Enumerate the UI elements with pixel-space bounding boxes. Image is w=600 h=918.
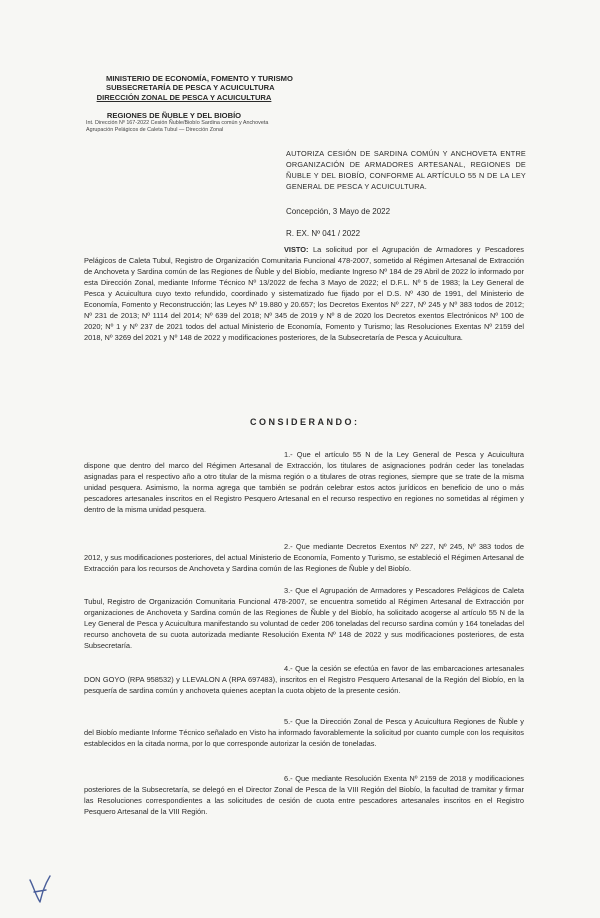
considerando-paragraph-6: 6.- Que mediante Resolución Exenta Nº 2159 de 2018 y modificaciones posteriores de la Subsecretaría, se delegó en el Director Zonal de Pesca de la VIII Región del Biobío, la facultad de tramitar y firmar las Resoluciones correspondientes a las solicitudes de cesión de cuota entre pescadores artesanales inscritos en el Registro Pesquero Artesanal de la VIII Región. — [84, 774, 524, 816]
visto-text: La solicitud por el Agrupación de Armadores y Pescadores Pelágicos de Caleta Tubul, Registro de Organización Comunitaria Funcional 478-2007, sometido al Régimen Artesanal de Extracción de Anchoveta y Sardina común de las Regiones de Ñuble y del Biobío, mediante Ingreso Nº 184 de 29 Abril de 2022 lo informado por esta Dirección Zonal, mediante Informe Técnico Nº 13/2022 de fecha 3 Mayo de 2022; el D.F.L. Nº 5 de 1983; la Ley General de Pesca y Acuicultura cuyo texto refundido, coordinado y sistematizado fue fijado por el D.S. Nº 430 de 1991, del Ministerio de Economía, Fomento y Reconstrucción; las Leyes Nº 19.880 y 20.657; los Decretos Exentos Nº 227, Nº 245 y Nº 383 todos de 2012; Nº 231 de 2013; Nº 1114 del 2014; Nº 639 del 2018; Nº 345 de 2019 y Nº 8 de 2020 los Decretos exentos Electrónicos Nº 100 de 2020; Nº 1 y Nº 237 de 2021 todos del actual Ministerio de Economía, Fomento y Turismo; las Resoluciones Exentas Nº 2159 del 2018, Nº 3269 del 2021 y Nº 148 de 2022 y modificaciones posteriores, de la Subsecretaría de Pesca y Acuicultura. — [84, 245, 524, 342]
considerando-paragraph-5: 5.- Que la Dirección Zonal de Pesca y Acuicultura Regiones de Ñuble y del Biobío mediante Informe Técnico señalado en Visto ha informado favorablemente la solicitud por cuanto cumple con los requisitos establecidos en la citada norma, por lo que corresponde autorizar la cesión de toneladas. — [84, 717, 524, 748]
ministry-name: MINISTERIO DE ECONOMÍA, FOMENTO Y TURISMO — [106, 74, 293, 83]
considerando-paragraph-1: 1.- Que el artículo 55 N de la Ley General de Pesca y Acuicultura dispone que dentro del marco del Régimen Artesanal de Extracción, los titulares de asignaciones podrán ceder las toneladas asignadas para el respectivo año a otro titular de la misma región o a titulares de otras regiones, siempre que se trate de la misma unidad pesquera. Asimismo, la norma agrega que también se podrán celebrar estos actos jurídicos en beneficio de uno o más pescadores artesanales inscritos en el Registro Pesquero Artesanal en el recurso respectivo en regiones no sometidas al régimen y dentro de la misma unidad pesquera. — [84, 450, 524, 514]
place-date: Concepción, 3 Mayo de 2022 — [286, 207, 391, 216]
resolution-number: R. EX. Nº 041 / 2022 — [286, 229, 361, 238]
visto-label: VISTO: — [284, 245, 309, 254]
zonal-direction-name: DIRECCIÓN ZONAL DE PESCA Y ACUICULTURA — [96, 93, 272, 102]
regions-name: REGIONES DE ÑUBLE Y DEL BIOBÍO — [106, 111, 242, 120]
considerando-paragraph-2: 2.- Que mediante Decretos Exentos Nº 227, Nº 245, Nº 383 todos de 2012, y sus modificaciones posteriores, del actual Ministerio de Economía, Fomento y Turismo, se estableció el Régimen Artesanal de Extracción para los recursos de Anchoveta y Sardina común de las Regiones de Ñuble y del Biobío. — [84, 542, 524, 573]
considerando-paragraph-4: 4.- Que la cesión se efectúa en favor de las embarcaciones artesanales DON GOYO (RPA 958532) y LLEVALON A (RPA 697483), inscritos en el Registro Pesquero Artesanal de la Región del Biobío, en la pesquería de sardina común y anchoveta quienes aceptan la cuota objeto de la presente cesión. — [84, 664, 524, 695]
considerando-heading: CONSIDERANDO: — [250, 417, 360, 427]
letterhead — [86, 74, 346, 133]
reference-line-2: Agrupación Pelágicos de Caleta Tubul — Dirección Zonal — [86, 126, 224, 133]
visto-section — [84, 244, 524, 343]
resolution-title: AUTORIZA CESIÓN DE SARDINA COMÚN Y ANCHOVETA ENTRE ORGANIZACIÓN DE ARMADORES ARTESANAL, REGIONES DE ÑUBLE Y DEL BIOBÍO, CONFORME AL ARTÍCULO 55 N DE LA LEY GENERAL DE PESCA Y ACUICULTURA. — [286, 149, 526, 191]
subsecretariat-name: SUBSECRETARÍA DE PESCA Y ACUICULTURA — [106, 83, 275, 92]
initials-signature — [26, 872, 54, 906]
considerando-paragraph-3: 3.- Que el Agrupación de Armadores y Pescadores Pelágicos de Caleta Tubul, Registro de Organización Comunitaria Funcional 478-2007, se encuentra sometido al Régimen Artesanal de Extracción por organizaciones de Anchoveta y Sardina común de las Regiones de Ñuble y del Biobío, ha solicitado acogerse al artículo 55 N de la Ley General de Pesca y Acuicultura manifestando su voluntad de ceder 206 toneladas del recurso sardina común y 164 toneladas del recurso anchoveta de su cuota autorizada mediante Resolución Exenta Nº 148 de 2022 y sus modificaciones posteriores, de esta Subsecretaría. — [84, 586, 524, 650]
reference-line-1: Int. Dirección Nº 167-2022 Cesión Ñuble/Biobío Sardina común y Anchoveta — [86, 120, 269, 126]
